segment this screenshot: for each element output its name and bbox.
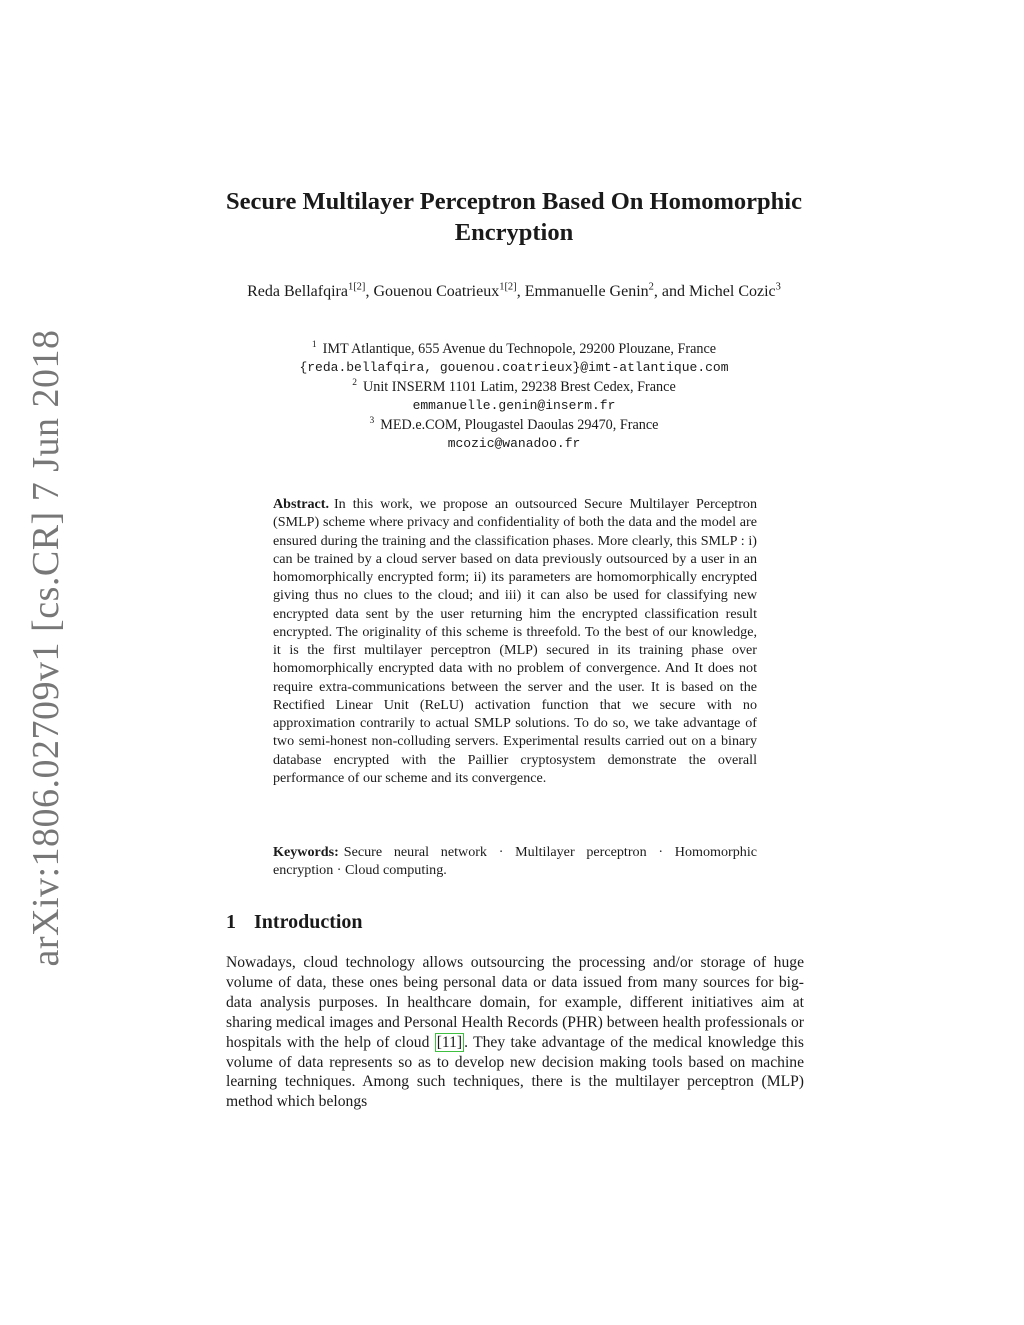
author-affil-mark: 3 bbox=[775, 281, 781, 293]
affiliation-block bbox=[222, 340, 806, 453]
affiliation-line: $^2$ Unit INSERM 1101 Latim, 29238 Brest Cedex, France bbox=[352, 378, 676, 395]
intro-paragraph: Nowadays, cloud technology allows outsourcing the processing and/or storage of huge volume of data, these ones being personal data or data issued from many sources for big-data analysis purposes. In healthcare domain, for example, different initiatives aim at sharing medical images and Personal Health Records (PHR) between health professionals or hospitals with the help of cloud [11] . They take advantage of the medical knowledge this volume of data represents so as to develop new decision making tools based on machine learning techniques. Among such techniques, there is the multilayer perceptron (MLP) method which belongs bbox=[226, 954, 804, 1111]
abstract bbox=[273, 495, 757, 787]
affiliation-line: $^3$ MED.e.COM, Plougastel Daoulas 29470, France bbox=[369, 415, 659, 433]
affiliation-email[interactable]: mcozic@wanadoo.fr bbox=[447, 436, 581, 452]
author-affil-mark: 1[2] bbox=[347, 281, 366, 293]
keywords bbox=[273, 843, 757, 880]
author-name: Emmanuelle Genin bbox=[524, 283, 649, 300]
author-affil-mark: 1[2] bbox=[499, 281, 517, 293]
author-affil-mark: 2 bbox=[648, 281, 654, 293]
keywords-text: Secure neural network · Multilayer perceptron · Homomorphic encryption · Cloud computing. bbox=[273, 844, 757, 879]
affiliation-email[interactable]: {reda.bellafqira, gouenou.coatrieux}@imt-atlantique.com bbox=[299, 360, 729, 376]
author-name: Michel Cozic bbox=[689, 283, 776, 300]
section-heading bbox=[226, 911, 363, 934]
affiliation-line: $^1$ IMT Atlantique, 655 Avenue du Technopole, 29200 Plouzane, France bbox=[311, 340, 717, 357]
author-list: Reda Bellafqira$^{1[2]}$, Gouenou Coatrieux$^{1[2]}$, Emmanuelle Genin$^2$, and Michel Cozic$^3$ bbox=[247, 281, 781, 300]
author-name: Reda Bellafqira bbox=[247, 283, 348, 300]
paper-title: Secure Multilayer Perceptron Based On Homomorphic Encryption bbox=[226, 188, 802, 246]
keywords-label: Keywords: bbox=[273, 844, 339, 860]
author-name: Gouenou Coatrieux bbox=[373, 283, 500, 300]
affiliation-email[interactable]: emmanuelle.genin@inserm.fr bbox=[412, 398, 616, 414]
arxiv-id-text: arXiv:1806.02709v1 [cs.CR] 7 Jun 2018 bbox=[25, 329, 67, 967]
section-title: Introduction bbox=[254, 911, 363, 933]
abstract-text: In this work, we propose an outsourced Secure Multilayer Perceptron (SMLP) scheme where privacy and confidentiality of both the data and the model are ensured during the training and the classification phases. More clearly, this SMLP : i) can be trained by a cloud server based on data previously outsourced by a user in an homomorphically encrypted form; ii) its parameters are homomorphically encrypted giving thus no clues to the cloud; and iii) it can also be used for classifying new encrypted data sent by the user returning him the encrypted classification result encrypted. The originality of this scheme is threefold. To the best of our knowledge, it is the first multilayer perceptron (MLP) secured in its training phase over homomorphically encrypted data with no problem of convergence. And It does not require extra-communications between the server and the user. It is based on the Rectified Linear Unit (ReLU) activation function that we secure with no approximation contrarily to actual SMLP solutions. To do so, we take advantage of two semi-honest non-colluding servers. Experimental results carried out on a binary database encrypted with the Paillier cryptosystem demonstrate the overall performance of our scheme and its convergence. bbox=[273, 496, 757, 786]
abstract-label: Abstract. bbox=[273, 496, 329, 512]
section-number: 1 bbox=[226, 911, 236, 933]
citation-link[interactable]: [11] bbox=[436, 1033, 463, 1051]
arxiv-sidebar-stamp bbox=[8, 329, 84, 967]
